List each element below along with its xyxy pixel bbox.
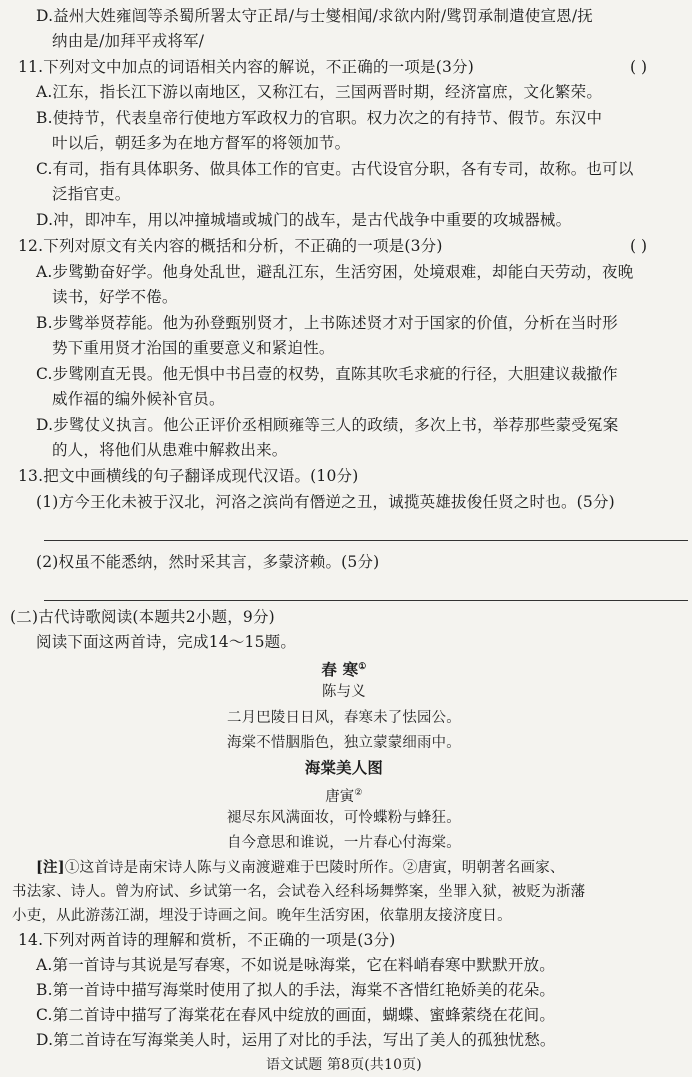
q10-option-d-line2: 纳由是/加拜平戎将军/ [52,32,205,50]
q11-option-c-line2: 泛指官吏。 [52,185,131,203]
q12-option-b-line2: 势下重用贤才治国的重要意义和紧迫性。 [52,339,335,357]
q13-sentence-1: (1)方今王化未被于汉北，河洛之滨尚有僭逆之丑，诚揽英雄拔俊任贤之时也。(5分) [36,493,615,511]
poem1-author: 陈与义 [321,684,366,700]
q14-option-a: A.第一首诗与其说是写春寒，不如说是咏海棠，它在料峭春寒中默默开放。 [36,956,555,974]
poem2-title: 海棠美人图 [304,758,383,777]
poem1-note-mark: ① [358,662,367,672]
q12-option-a-line1: A.步骘勤奋好学。他身处乱世，避乱江东，生活穷困，处境艰难，却能白天劳动，夜晚 [36,263,634,281]
q11-answer-blank: ( ) [630,58,648,76]
poem2-note-mark: ② [354,788,363,798]
poem1-line1: 二月巴陵日日风，春寒未了怯园公。 [227,710,461,726]
q10-option-d-line1: D.益州大姓雍闿等杀蜀所署太守正昂/与士燮相闻/求欲内附/骘罚承制遣使宣恩/抚 [36,7,593,25]
q13-sentence-2: (2)权虽不能悉纳，然时采其言，多蒙济赖。(5分) [36,553,380,571]
q11-option-c-line1: C.有司，指有具体职务、做具体工作的官吏。古代设官分职，各有专司，故称。也可以 [36,160,634,178]
answer-line-2 [44,600,688,601]
section2-intro: 阅读下面这两首诗，完成14～15题。 [36,633,297,651]
q12-option-d-line1: D.步骘仗义执言。他公正评价丞相顾雍等三人的政绩，多次上书，举荐那些蒙受冤案 [36,416,619,434]
q11-stem: 11.下列对文中加点的词语相关内容的解说，不正确的一项是(3分) [18,58,475,76]
q11-option-b-line1: B.使持节，代表皇帝行使地方军政权力的官职。权力次之的有持节、假节。东汉中 [36,109,603,127]
note-line2: 书法家、诗人。曾为府试、乡试第一名，会试卷入经科场舞弊案，坐罪入狱，被贬为浙藩 [12,884,586,900]
poem2-author-block [0,783,688,807]
poem1-line2: 海棠不惜胭脂色，独立蒙蒙细雨中。 [227,735,461,751]
note-text-1: ①这首诗是南宋诗人陈与义南渡避难于巴陵时所作。②唐寅，明朝著名画家、 [64,860,565,876]
poem2-line1: 褪尽东风满面妆，可怜蝶粉与蜂狂。 [227,810,461,826]
q14-option-b: B.第一首诗中描写海棠时使用了拟人的手法，海棠不吝惜红艳娇美的花朵。 [36,981,556,999]
q12-option-c-line1: C.步骘刚直无畏。他无惧中书吕壹的权势，直陈其吹毛求疵的行径，大胆建议裁撤作 [36,365,618,383]
q12-option-b-line1: B.步骘举贤荐能。他为孙登甄别贤才，上书陈述贤才对于国家的价值，分析在当时形 [36,314,618,332]
q12-stem: 12.下列对原文有关内容的概括和分析，不正确的一项是(3分) [18,237,443,255]
q12-option-a-line2: 读书，好学不倦。 [52,288,178,306]
poem1-title-block [0,657,688,680]
q12-option-d-line2: 的人，将他们从患难中解救出来。 [52,441,288,459]
answer-line-1 [44,540,688,541]
q12-answer-blank: ( ) [630,237,648,255]
q14-option-c: C.第二首诗中描写了海棠花在春风中绽放的画面，蝴蝶、蜜蜂萦绕在花间。 [36,1006,556,1024]
note-line3: 小吏，从此游荡江湖，埋没于诗画之间。晚年生活穷困，依靠朋友接济度日。 [12,908,512,924]
page-footer: 语文试题 第8页(共10页) [265,1057,422,1073]
note-line1 [36,858,565,878]
q14-stem: 14.下列对两首诗的理解和赏析，不正确的一项是(3分) [18,931,396,949]
q11-option-a: A.江东，指长江下游以南地区，又称江右，三国两晋时期，经济富庶，文化繁荣。 [36,83,603,101]
poem2-line2: 自今意思和谁说，一片春心付海棠。 [227,835,461,851]
note-label: [注] [36,859,65,876]
q11-option-b-line2: 叶以后，朝廷多为在地方督军的将领加节。 [52,134,351,152]
poem1-title: 春 寒 [321,660,359,680]
q13-stem: 13.把文中画横线的句子翻译成现代汉语。(10分) [18,467,359,485]
q11-option-d: D.冲，即冲车，用以冲撞城墙或城门的战车，是古代战争中重要的攻城器械。 [36,211,572,229]
section2-title: (二)古代诗歌阅读(本题共2小题，9分) [10,608,275,626]
q12-option-c-line2: 威作福的编外候补官员。 [52,390,225,408]
poem2-author: 唐寅 [325,788,355,805]
q14-option-d: D.第二首诗在写海棠美人时，运用了对比的手法，写出了美人的孤独忧愁。 [36,1031,556,1049]
